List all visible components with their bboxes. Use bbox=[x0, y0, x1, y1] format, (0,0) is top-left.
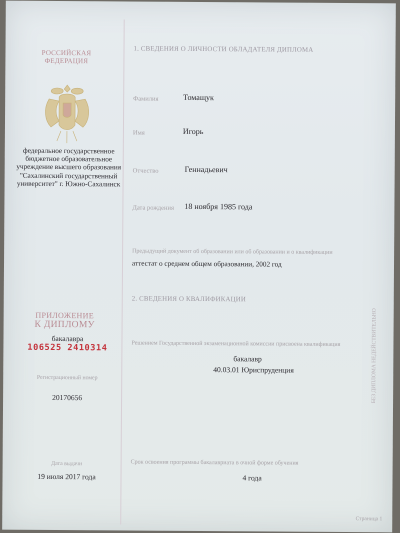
serial-number: 106525 2410314 bbox=[27, 342, 108, 354]
term-label bbox=[131, 460, 299, 467]
issue-date-label: Дата выдачи bbox=[51, 460, 83, 468]
qualification-value: бакалавр bbox=[233, 354, 262, 364]
institution-name: федеральное государственное бюджетное образовательное учреждение высшего образования "Сахалинский государственный университет" г. Южно-Сахалинск bbox=[16, 146, 122, 189]
term-value: 4 года bbox=[242, 473, 262, 483]
column-divider bbox=[120, 19, 125, 524]
name-value: Игорь bbox=[182, 126, 204, 137]
page-number: 1 bbox=[379, 516, 383, 523]
decision-label: Решением Государственной экзаменационной комиссии присвоена квалификация bbox=[131, 340, 341, 348]
appendix-title: ПРИЛОЖЕНИЕ bbox=[35, 310, 94, 321]
regnum-value: 20170656 bbox=[52, 392, 83, 403]
prev-doc-label: Предыдущий документ об образовании или об образовании и о квалификации bbox=[132, 248, 333, 256]
side-validity-label: БЕЗ ДИПЛОМА НЕДЕЙСТВИТЕЛЬНО bbox=[371, 308, 378, 404]
patronymic-value: Геннадьевич bbox=[184, 164, 228, 175]
surname-value: Томащук bbox=[183, 92, 214, 103]
issue-date: 19 июля 2017 года bbox=[37, 471, 96, 482]
page-label: Страница bbox=[355, 516, 379, 523]
country-label: РОССИЙСКАЯ ФЕДЕРАЦИЯ bbox=[41, 48, 92, 66]
page-indicator bbox=[356, 516, 383, 522]
specialty-value: 40.03.01 Юриспруденция bbox=[213, 365, 294, 375]
term-label-part-1: Срок освоения программы бакалавриата bbox=[130, 459, 235, 467]
coat-of-arms-emblem bbox=[41, 81, 93, 145]
diploma-appendix-sheet bbox=[2, 1, 396, 533]
section-1-heading: 1. СВЕДЕНИЯ О ЛИЧНОСТИ ОБЛАДАТЕЛЯ ДИПЛОМА bbox=[133, 45, 314, 54]
patronymic-label: Отчество bbox=[132, 167, 159, 175]
name-label: Имя bbox=[132, 129, 145, 137]
dob-label: Дата рождения bbox=[132, 204, 174, 212]
surname-label: Фамилия bbox=[133, 95, 159, 103]
dob-value: 18 ноября 1985 года bbox=[184, 201, 253, 212]
regnum-label: Регистрационный номер bbox=[36, 374, 98, 382]
prev-doc-value: аттестат о среднем общем образовании, 2002 год bbox=[131, 259, 282, 269]
section-2-heading: 2. СВЕДЕНИЯ О КВАЛИФИКАЦИИ bbox=[131, 295, 246, 304]
term-label-part-2: в очной форме обучения bbox=[235, 460, 299, 467]
appendix-subtitle: К ДИПЛОМУ bbox=[34, 319, 95, 331]
degree-level: бакалавра bbox=[51, 333, 84, 344]
